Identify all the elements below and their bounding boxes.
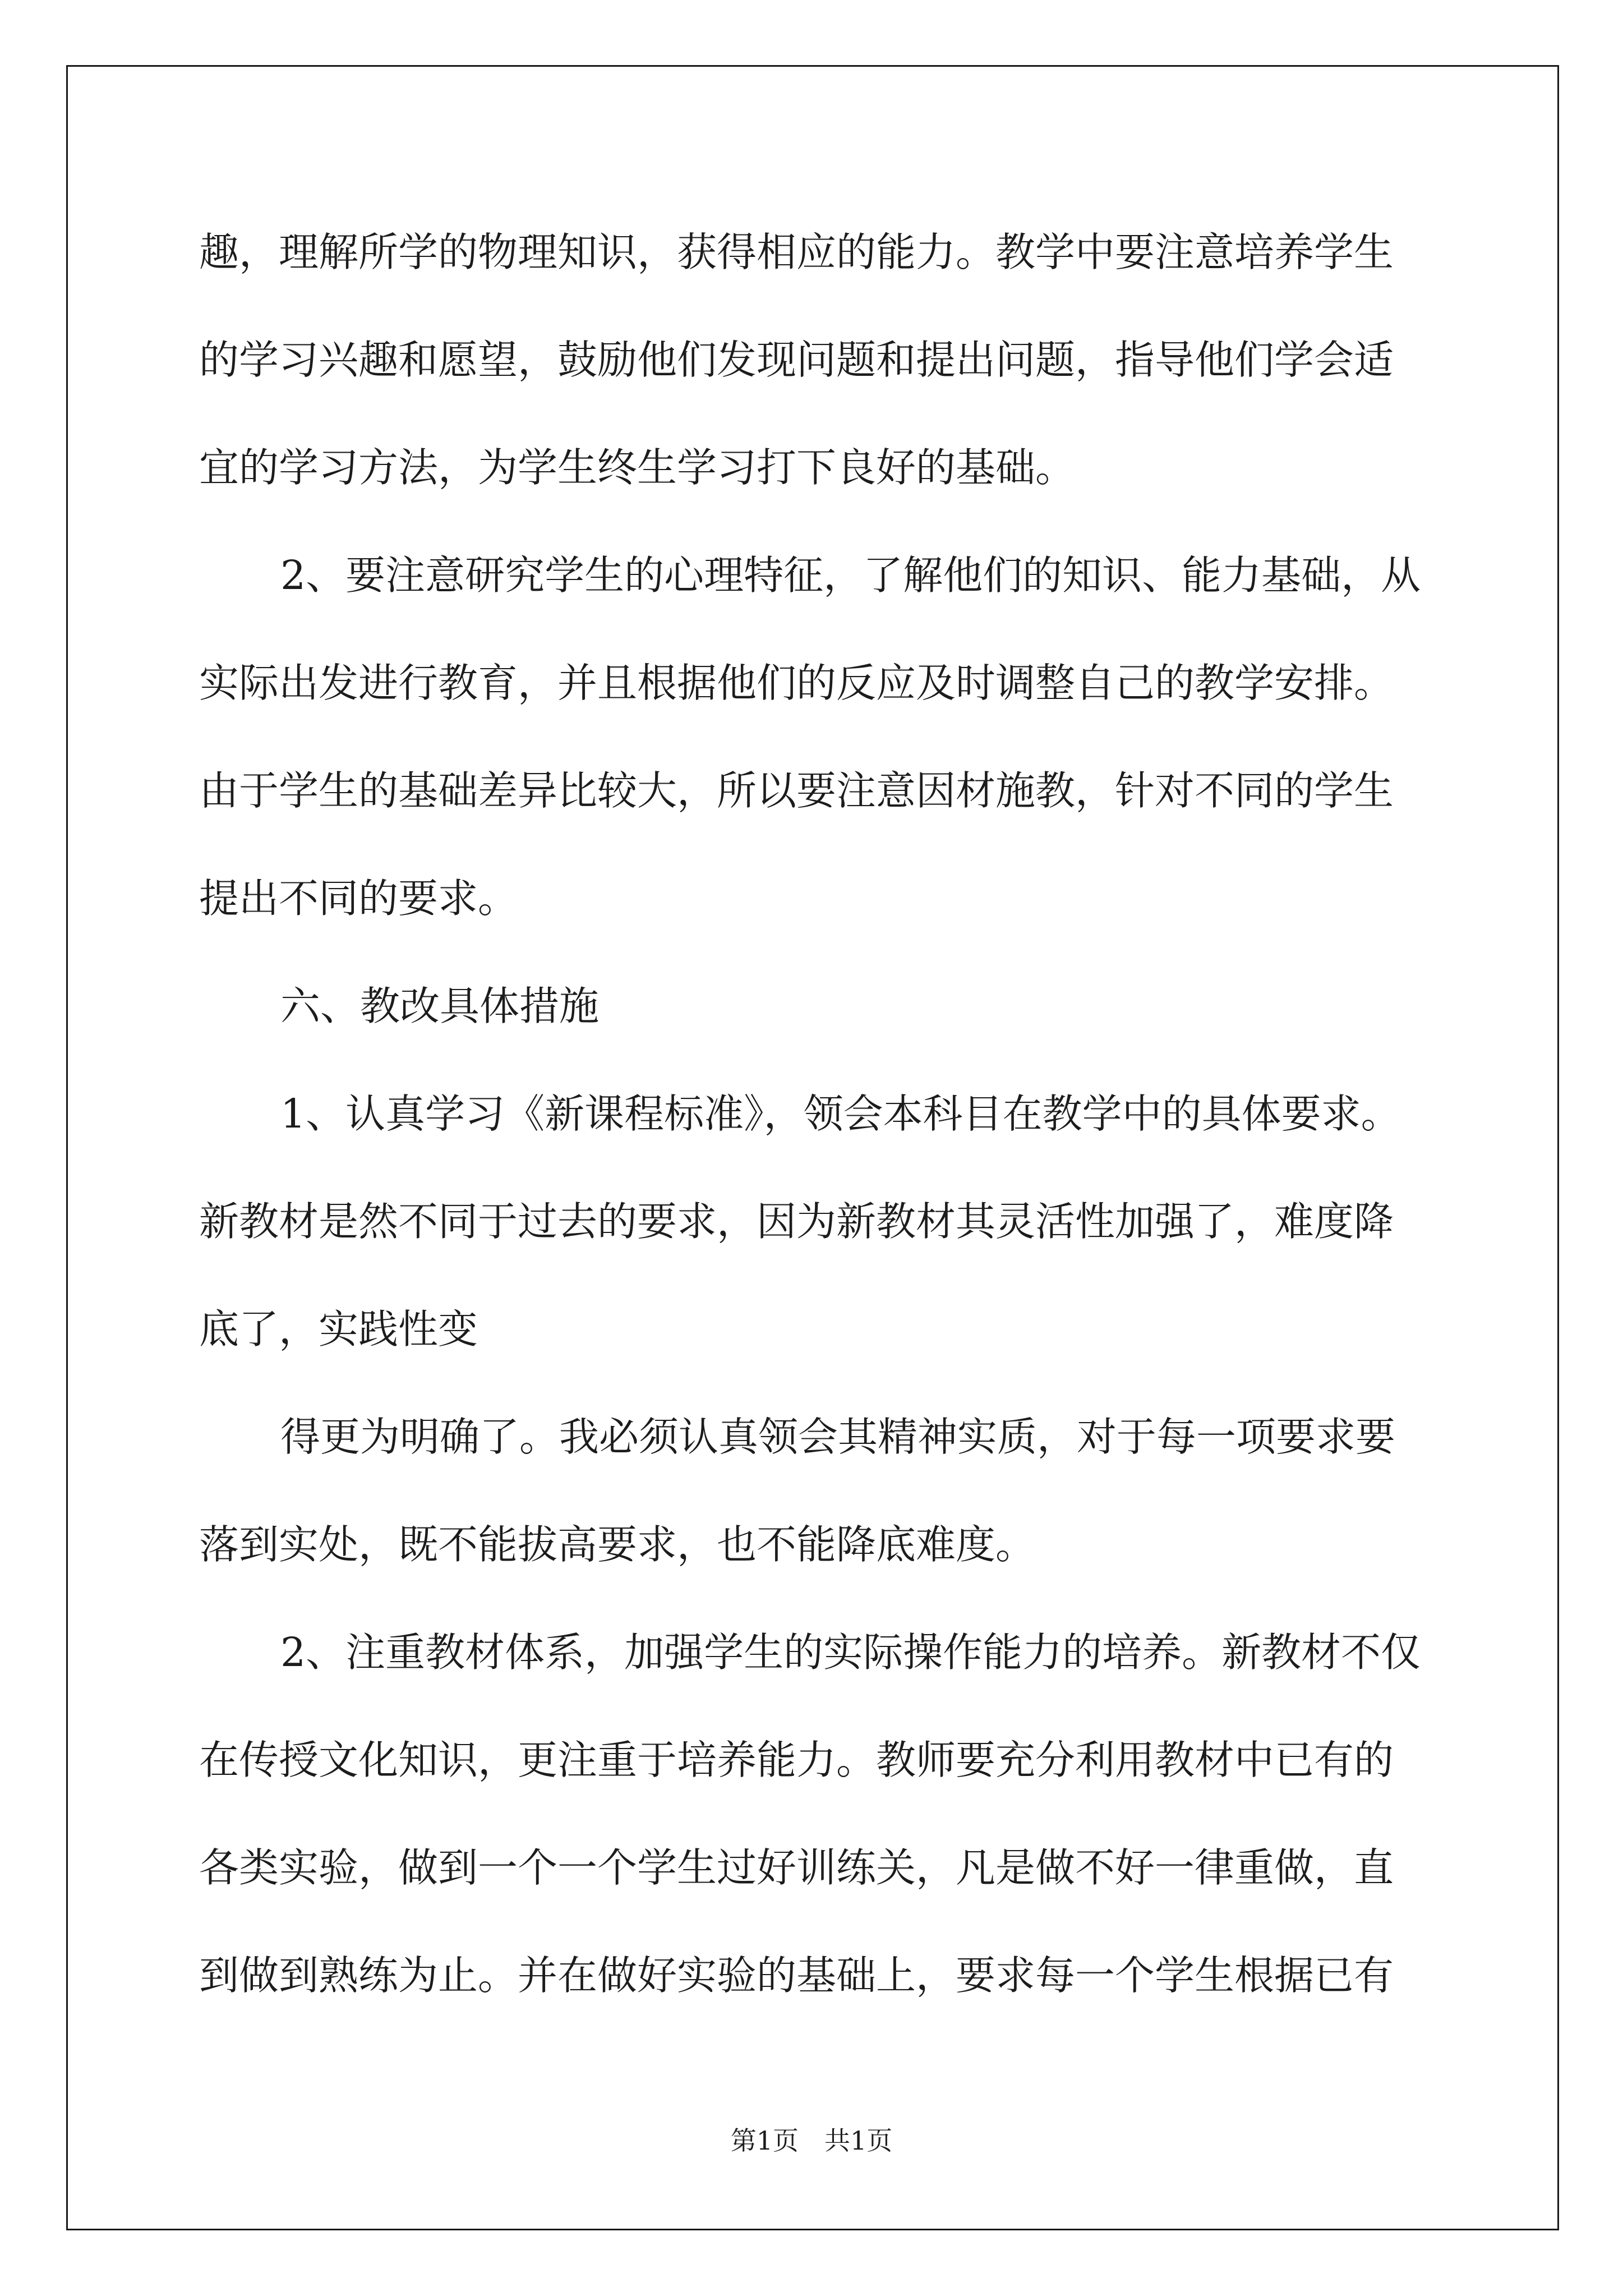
text-line: 1、认真学习《新课程标准》，领会本科目在教学中的具体要求。	[280, 1091, 1401, 1137]
text-line: 趣，理解所学的物理知识，获得相应的能力。教学中要注意培养学生	[199, 229, 1394, 275]
text-line: 新教材是然不同于过去的要求，因为新教材其灵活性加强了，难度降	[199, 1198, 1394, 1245]
text-line: 得更为明确了。我必须认真领会其精神实质，对于每一项要求要	[280, 1414, 1396, 1460]
text-line: 落到实处，既不能拔高要求，也不能降底难度。	[199, 1521, 1036, 1568]
text-line: 提出不同的要求。	[199, 875, 518, 922]
text-line: 实际出发进行教育，并且根据他们的反应及时调整自己的教学安排。	[199, 660, 1394, 706]
page-border	[66, 65, 1559, 2230]
text-line: 由于学生的基础差异比较大，所以要注意因材施教，针对不同的学生	[199, 767, 1394, 814]
text-line: 在传授文化知识，更注重于培养能力。教师要充分利用教材中已有的	[199, 1737, 1394, 1783]
text-line: 底了，实践性变	[199, 1306, 478, 1352]
page-footer: 第1页 共1页	[730, 2125, 893, 2156]
text-line: 的学习兴趣和愿望，鼓励他们发现问题和提出问题，指导他们学会适	[199, 337, 1394, 383]
text-line: 宜的学习方法，为学生终生学习打下良好的基础。	[199, 444, 1076, 491]
text-line: 2、注重教材体系，加强学生的实际操作能力的培养。新教材不仅	[280, 1629, 1421, 1676]
text-line: 到做到熟练为止。并在做好实验的基础上，要求每一个学生根据已有	[199, 1952, 1394, 1999]
text-line: 各类实验，做到一个一个学生过好训练关，凡是做不好一律重做，直	[199, 1844, 1394, 1891]
section-heading: 六、教改具体措施	[280, 983, 600, 1029]
text-line: 2、要注意研究学生的心理特征，了解他们的知识、能力基础，从	[280, 552, 1421, 599]
